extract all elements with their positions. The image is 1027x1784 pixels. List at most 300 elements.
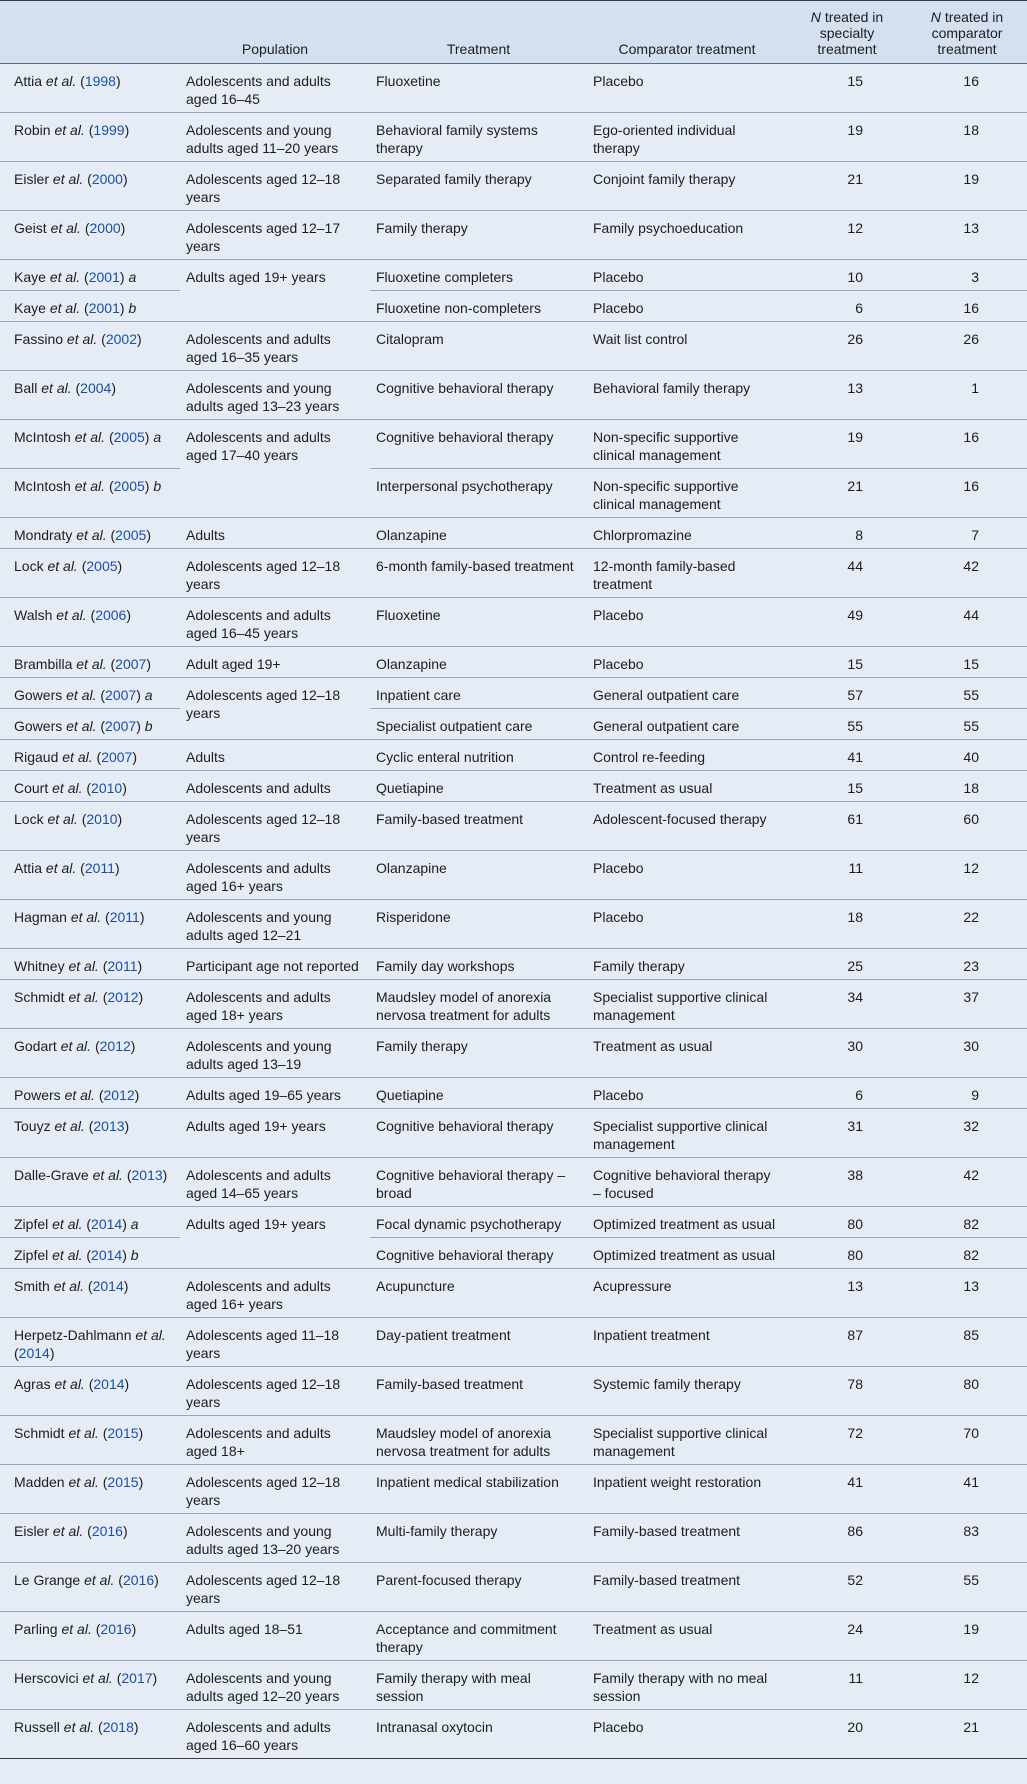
study-author: Eisler (14, 1523, 50, 1539)
study-suffix: a (153, 429, 162, 445)
study-year-link[interactable]: 2001 (88, 269, 120, 285)
n-specialty-cell: 86 (787, 1514, 907, 1563)
treatment-cell: Maudsley model of anorexia nervosa treatment for adults (370, 980, 587, 1029)
table-row (0, 1158, 1027, 1207)
n-comparator-cell: 19 (907, 1612, 1027, 1661)
study-author: Eisler (14, 171, 50, 187)
n-comparator-cell: 16 (963, 73, 979, 89)
table-row (0, 1078, 1027, 1109)
study-suffix: b (128, 300, 137, 316)
comparator-cell: General outpatient care (587, 709, 787, 740)
table-row (0, 469, 1027, 518)
comparator-cell: Placebo (587, 291, 787, 322)
study-author: Le Grange (14, 1572, 81, 1588)
comparator-cell: Placebo (593, 73, 644, 89)
table-row (0, 420, 1027, 469)
comparator-cell: Inpatient weight restoration (587, 1465, 787, 1514)
study-author: Lock (14, 811, 44, 827)
treatment-cell: Inpatient care (370, 678, 587, 709)
n-comparator-cell: 18 (907, 113, 1027, 162)
n-specialty-cell: 20 (787, 1710, 907, 1759)
study-author: Schmidt (14, 1425, 65, 1441)
population-cell: Adolescents aged 12–17 years (180, 211, 370, 260)
population-cell: Adults aged 19+ years (180, 1207, 370, 1269)
study-year-link[interactable]: 2005 (86, 558, 118, 574)
treatment-cell: Maudsley model of anorexia nervosa treatment for adults (370, 1416, 587, 1465)
n-comparator-cell: 26 (907, 322, 1027, 371)
header-population: Population (180, 1, 370, 64)
study-year-link[interactable]: 2013 (131, 1167, 163, 1183)
comparator-cell: Inpatient treatment (587, 1318, 787, 1367)
comparator-cell: Specialist supportive clinical management (587, 980, 787, 1029)
treatment-cell: Parent-focused therapy (370, 1563, 587, 1612)
study-author: Kaye (14, 300, 46, 316)
n-specialty-cell: 25 (787, 949, 907, 980)
study-etal: et al. (52, 1216, 83, 1232)
population-cell: Adolescents and adults aged 18+ years (180, 980, 370, 1029)
study-author: Attia (14, 860, 43, 876)
study-cell: Robin et al. (1999) (0, 113, 180, 162)
study-year-link[interactable]: 2007 (115, 656, 147, 672)
n-specialty-cell: 11 (787, 1661, 907, 1710)
study-suffix: a (128, 269, 137, 285)
study-cell: Schmidt et al. (2012) (0, 980, 180, 1029)
comparator-cell: Behavioral family therapy (587, 371, 787, 420)
study-etal: et al. (45, 73, 77, 89)
comparator-cell: Non-specific supportive clinical management (587, 469, 787, 518)
table-row (0, 1465, 1027, 1514)
n-specialty-cell: 19 (787, 420, 907, 469)
n-specialty-cell: 41 (787, 740, 907, 771)
study-year-link[interactable]: 2014 (18, 1345, 50, 1361)
table-row (0, 1269, 1027, 1318)
population-cell: Adolescents and adults aged 16–45 years (180, 598, 370, 647)
treatment-cell: Family therapy (370, 1029, 587, 1078)
treatment-cell: Cognitive behavioral therapy – broad (370, 1158, 587, 1207)
study-etal: et al. (66, 718, 97, 734)
header-n-comparator-prefix: N (930, 9, 941, 25)
comparator-cell: Treatment as usual (587, 1029, 787, 1078)
treatment-cell: Fluoxetine completers (370, 260, 587, 291)
study-cell: Eisler et al. (2016) (0, 1514, 180, 1563)
population-cell: Adolescents and young adults aged 11–20 years (180, 113, 370, 162)
treatment-cell: Cognitive behavioral therapy (370, 420, 587, 469)
study-etal: et al. (135, 1327, 166, 1343)
n-comparator-cell: 83 (907, 1514, 1027, 1563)
study-etal: et al. (66, 331, 98, 347)
n-specialty-cell: 8 (787, 518, 907, 549)
comparator-cell: General outpatient care (587, 678, 787, 709)
n-specialty-cell: 49 (787, 598, 907, 647)
study-year-link[interactable]: 2007 (105, 718, 137, 734)
header-n-comparator-text: treated in comparator treatment (931, 9, 1004, 57)
study-year-link[interactable]: 2007 (105, 687, 137, 703)
study-etal: et al. (64, 1087, 95, 1103)
table-row (0, 549, 1027, 598)
treatment-cell: Interpersonal psychotherapy (370, 469, 587, 518)
study-year-link[interactable]: 2005 (115, 527, 147, 543)
study-year-link[interactable]: 2004 (80, 380, 112, 396)
study-etal: et al. (68, 989, 99, 1005)
study-cell: Walsh et al. (2006) (0, 598, 180, 647)
n-specialty-cell: 72 (787, 1416, 907, 1465)
treatment-cell: Family therapy with meal session (370, 1661, 587, 1710)
table-row (0, 851, 1027, 900)
population-cell: Adults aged 19+ years (180, 1109, 370, 1158)
population-cell: Adults (180, 740, 370, 771)
study-etal: et al. (76, 527, 107, 543)
study-cell: Whitney et al. (2011) (0, 949, 180, 980)
study-cell: Kaye et al. (2001) a (0, 260, 180, 291)
comparator-cell: Cognitive behavioral therapy – focused (587, 1158, 787, 1207)
study-author: Powers (14, 1087, 61, 1103)
study-etal: et al. (76, 656, 107, 672)
population-cell: Adolescents aged 12–18 years (180, 802, 370, 851)
n-comparator-cell: 12 (907, 1661, 1027, 1710)
study-year-link[interactable]: 2007 (101, 749, 133, 765)
population-cell: Adults (180, 518, 370, 549)
treatment-cell: Fluoxetine (370, 598, 587, 647)
study-year-link[interactable]: 2012 (99, 1038, 131, 1054)
n-comparator-cell: 13 (907, 1269, 1027, 1318)
study-author: Agras (14, 1376, 51, 1392)
treatment-cell: Family-based treatment (370, 802, 587, 851)
study-year-link[interactable]: 2000 (89, 220, 121, 236)
study-year-link[interactable]: 2000 (91, 171, 123, 187)
table-row (0, 64, 1027, 113)
treatment-cell: Family-based treatment (370, 1367, 587, 1416)
population-cell: Adolescents and young adults aged 12–20 years (180, 1661, 370, 1710)
treatment-cell: Cognitive behavioral therapy (370, 371, 587, 420)
n-specialty-cell: 55 (787, 709, 907, 740)
comparator-cell: Ego-oriented individual therapy (587, 113, 787, 162)
study-etal: et al. (62, 749, 93, 765)
n-comparator-cell: 32 (907, 1109, 1027, 1158)
study-etal: et al. (56, 607, 87, 623)
study-author: Geist (14, 220, 47, 236)
table-row (0, 740, 1027, 771)
study-etal: et al. (54, 1118, 85, 1134)
study-cell: McIntosh et al. (2005) b (0, 469, 180, 518)
comparator-cell: Optimized treatment as usual (587, 1207, 787, 1238)
population-cell: Adolescents and adults aged 16–35 years (180, 322, 370, 371)
table-row (0, 113, 1027, 162)
study-cell: Herpetz-Dahlmann et al. (2014) (0, 1318, 180, 1367)
study-author: Mondraty (14, 527, 73, 543)
study-etal: et al. (53, 1278, 85, 1294)
n-comparator-cell: 82 (907, 1207, 1027, 1238)
population-cell: Adolescents and adults aged 16+ years (180, 851, 370, 900)
study-author: Godart (14, 1038, 57, 1054)
treatment-cell: Separated family therapy (370, 162, 587, 211)
study-year-link[interactable]: 2001 (88, 300, 120, 316)
header-comparator: Comparator treatment (587, 1, 787, 64)
study-year-link[interactable]: 2016 (91, 1523, 123, 1539)
population-cell: Adolescents and adults aged 17–40 years (180, 420, 370, 518)
n-comparator-cell: 16 (907, 420, 1027, 469)
n-specialty-cell: 26 (787, 322, 907, 371)
header-n-specialty-prefix: N (810, 9, 821, 25)
study-year-link[interactable]: 2005 (113, 478, 145, 494)
study-author: Herpetz-Dahlmann (14, 1327, 132, 1343)
study-cell: Gowers et al. (2007) b (0, 709, 180, 740)
study-year-link[interactable]: 2014 (91, 1247, 123, 1263)
table-row (0, 1563, 1027, 1612)
study-year-link[interactable]: 1998 (84, 73, 116, 89)
study-etal: et al. (68, 1425, 99, 1441)
study-etal: et al. (63, 1719, 95, 1735)
study-cell: Attia et al. (2011) (0, 851, 180, 900)
study-year-link[interactable]: 2016 (100, 1621, 132, 1637)
n-specialty-cell: 21 (787, 469, 907, 518)
study-cell: Agras et al. (2014) (0, 1367, 180, 1416)
study-year-link[interactable]: 2017 (121, 1670, 153, 1686)
study-year-link[interactable]: 2002 (105, 331, 137, 347)
treatment-cell: Intranasal oxytocin (370, 1710, 587, 1759)
n-specialty-cell: 11 (787, 851, 907, 900)
n-comparator-cell: 16 (907, 291, 1027, 322)
study-etal: et al. (70, 909, 102, 925)
study-cell: Lock et al. (2010) (0, 802, 180, 851)
n-specialty-cell: 18 (787, 900, 907, 949)
n-comparator-cell: 37 (907, 980, 1027, 1029)
comparator-cell: Systemic family therapy (587, 1367, 787, 1416)
study-cell: Russell et al. (2018) (0, 1710, 180, 1759)
table-row (0, 1514, 1027, 1563)
header-n-specialty (787, 1, 907, 64)
study-cell: Geist et al. (2000) (0, 211, 180, 260)
n-specialty-cell: 19 (787, 113, 907, 162)
n-comparator-cell: 18 (907, 771, 1027, 802)
population-cell: Adolescents and adults aged 16–60 years (180, 1710, 370, 1759)
comparator-cell: Specialist supportive clinical management (587, 1416, 787, 1465)
study-cell: Touyz et al. (2013) (0, 1109, 180, 1158)
study-etal: et al. (47, 811, 78, 827)
study-year-link[interactable]: 2014 (91, 1216, 123, 1232)
comparator-cell: Placebo (587, 900, 787, 949)
study-etal: et al. (50, 220, 81, 236)
treatment-cell: Acceptance and commitment therapy (370, 1612, 587, 1661)
n-specialty-cell: 41 (787, 1465, 907, 1514)
n-comparator-cell: 21 (907, 1710, 1027, 1759)
table-row (0, 709, 1027, 740)
comparator-cell: Non-specific supportive clinical management (587, 420, 787, 469)
study-author: Robin (14, 122, 51, 138)
treatment-cell: Cognitive behavioral therapy (370, 1238, 587, 1269)
n-comparator-cell: 70 (907, 1416, 1027, 1465)
n-specialty-cell: 6 (787, 1078, 907, 1109)
study-year-link[interactable]: 2011 (84, 860, 115, 876)
study-author: Schmidt (14, 989, 65, 1005)
study-author: Smith (14, 1278, 50, 1294)
n-comparator-cell: 22 (907, 900, 1027, 949)
study-author: Gowers (14, 687, 63, 703)
study-year-link[interactable]: 2011 (109, 909, 140, 925)
study-year-link[interactable]: 2011 (107, 958, 138, 974)
treatment-cell: Quetiapine (370, 1078, 587, 1109)
treatment-cell: Olanzapine (370, 851, 587, 900)
population-cell: Adult aged 19+ (180, 647, 370, 678)
treatment-cell: Inpatient medical stabilization (370, 1465, 587, 1514)
population-cell: Adults aged 18–51 (180, 1612, 370, 1661)
study-cell: Parling et al. (2016) (0, 1612, 180, 1661)
study-etal: et al. (45, 860, 77, 876)
study-author: Rigaud (14, 749, 59, 765)
n-comparator-cell: 42 (907, 1158, 1027, 1207)
study-year-link[interactable]: 2015 (107, 1474, 139, 1490)
table-row (0, 1367, 1027, 1416)
table-row (0, 900, 1027, 949)
study-year-link[interactable]: 1999 (93, 122, 125, 138)
study-suffix: a (130, 1216, 139, 1232)
study-author: Kaye (14, 269, 46, 285)
table-row (0, 371, 1027, 420)
study-year-link[interactable]: 2010 (86, 811, 118, 827)
study-suffix: a (144, 687, 153, 703)
comparator-cell: Family therapy (587, 949, 787, 980)
study-author: Russell (14, 1719, 60, 1735)
comparator-cell: Wait list control (587, 322, 787, 371)
n-comparator-cell: 19 (907, 162, 1027, 211)
n-comparator-cell: 15 (907, 647, 1027, 678)
study-etal: et al. (52, 171, 84, 187)
table-row (0, 802, 1027, 851)
comparator-cell: Family-based treatment (587, 1514, 787, 1563)
table-row (0, 1109, 1027, 1158)
population-cell: Adolescents and adults aged 16–45 (186, 73, 331, 107)
n-specialty-cell: 24 (787, 1612, 907, 1661)
study-etal: et al. (60, 1038, 92, 1054)
study-year-link[interactable]: 2005 (113, 429, 145, 445)
table-row (0, 1207, 1027, 1238)
table-row (0, 1710, 1027, 1759)
study-year-link[interactable]: 2012 (103, 1087, 135, 1103)
treatment-cell: Specialist outpatient care (370, 709, 587, 740)
study-cell: Le Grange et al. (2016) (0, 1563, 180, 1612)
study-cell: Court et al. (2010) (0, 771, 180, 802)
population-cell: Adolescents aged 12–18 years (180, 1465, 370, 1514)
study-cell: Eisler et al. (2000) (0, 162, 180, 211)
table-row (0, 771, 1027, 802)
study-cell: Herscovici et al. (2017) (0, 1661, 180, 1710)
table-row (0, 647, 1027, 678)
n-specialty-cell: 13 (787, 371, 907, 420)
population-cell: Adolescents aged 12–18 years (180, 1563, 370, 1612)
study-year-link[interactable]: 2012 (107, 989, 139, 1005)
table-row (0, 1238, 1027, 1269)
n-comparator-cell: 41 (907, 1465, 1027, 1514)
treatment-cell: Citalopram (370, 322, 587, 371)
study-year-link[interactable]: 2016 (122, 1572, 155, 1588)
study-year-link[interactable]: 2013 (93, 1118, 125, 1134)
treatment-cell: Cognitive behavioral therapy (370, 1109, 587, 1158)
study-author: Hagman (14, 909, 67, 925)
header-study (0, 1, 180, 64)
study-year-link[interactable]: 2018 (102, 1719, 134, 1735)
comparator-cell: Placebo (587, 647, 787, 678)
comparator-cell: Family therapy with no meal session (587, 1661, 787, 1710)
treatment-cell: Day-patient treatment (370, 1318, 587, 1367)
treatment-cell: Focal dynamic psychotherapy (370, 1207, 587, 1238)
n-specialty-cell: 44 (787, 549, 907, 598)
study-author: Dalle-Grave (14, 1167, 89, 1183)
population-cell: Adolescents aged 12–18 years (180, 1367, 370, 1416)
n-specialty-cell: 15 (787, 647, 907, 678)
treatment-cell: Behavioral family systems therapy (370, 113, 587, 162)
study-cell: Hagman et al. (2011) (0, 900, 180, 949)
study-etal: et al. (68, 1474, 99, 1490)
treatment-cell: Risperidone (370, 900, 587, 949)
n-specialty-cell: 10 (787, 260, 907, 291)
study-etal: et al. (68, 958, 99, 974)
study-year-link[interactable]: 2014 (92, 1278, 124, 1294)
study-etal: et al. (54, 122, 85, 138)
table-row (0, 598, 1027, 647)
n-specialty-cell: 38 (787, 1158, 907, 1207)
treatment-cell: Quetiapine (370, 771, 587, 802)
table-row (0, 1612, 1027, 1661)
n-specialty-cell: 80 (787, 1238, 907, 1269)
study-author: Touyz (14, 1118, 51, 1134)
study-author: Ball (14, 380, 38, 396)
study-etal: et al. (66, 687, 97, 703)
study-year-link[interactable]: 2015 (107, 1425, 139, 1441)
study-year-link[interactable]: 2014 (93, 1376, 125, 1392)
population-cell: Adults aged 19–65 years (180, 1078, 370, 1109)
n-specialty-cell: 15 (787, 771, 907, 802)
study-year-link[interactable]: 2006 (95, 607, 127, 623)
population-cell: Adolescents aged 12–18 years (180, 549, 370, 598)
study-author: Fassino (14, 331, 64, 347)
study-author: Court (14, 780, 49, 796)
n-specialty-cell: 80 (787, 1207, 907, 1238)
header-row (0, 1, 1027, 64)
table-row (0, 678, 1027, 709)
study-author: Zipfel (14, 1216, 49, 1232)
n-comparator-cell: 7 (907, 518, 1027, 549)
n-specialty-cell: 34 (787, 980, 907, 1029)
n-comparator-cell: 55 (907, 1563, 1027, 1612)
study-etal: et al. (74, 429, 106, 445)
comparator-cell: Control re-feeding (587, 740, 787, 771)
n-specialty-cell: 6 (787, 291, 907, 322)
study-cell: Lock et al. (2005) (0, 549, 180, 598)
n-comparator-cell: 13 (907, 211, 1027, 260)
population-cell: Adolescents aged 12–18 years (180, 678, 370, 740)
population-cell: Adolescents aged 12–18 years (180, 162, 370, 211)
table-row (0, 291, 1027, 322)
study-cell: McIntosh et al. (2005) a (0, 420, 180, 469)
n-comparator-cell: 23 (907, 949, 1027, 980)
n-comparator-cell: 55 (907, 709, 1027, 740)
study-etal: et al. (52, 780, 83, 796)
n-specialty-cell: 57 (787, 678, 907, 709)
n-comparator-cell: 40 (907, 740, 1027, 771)
study-etal: et al. (54, 1376, 85, 1392)
comparator-cell: Conjoint family therapy (587, 162, 787, 211)
population-cell: Adolescents aged 11–18 years (180, 1318, 370, 1367)
n-specialty-cell: 61 (787, 802, 907, 851)
study-year-link[interactable]: 2010 (91, 780, 123, 796)
population-cell: Adolescents and adults aged 18+ (180, 1416, 370, 1465)
study-author: Lock (14, 558, 44, 574)
study-suffix: b (144, 718, 153, 734)
n-specialty-cell: 12 (787, 211, 907, 260)
treatment-cell: Multi-family therapy (370, 1514, 587, 1563)
study-etal: et al. (92, 1167, 123, 1183)
study-author: Brambilla (14, 656, 73, 672)
study-author: Parling (14, 1621, 58, 1637)
